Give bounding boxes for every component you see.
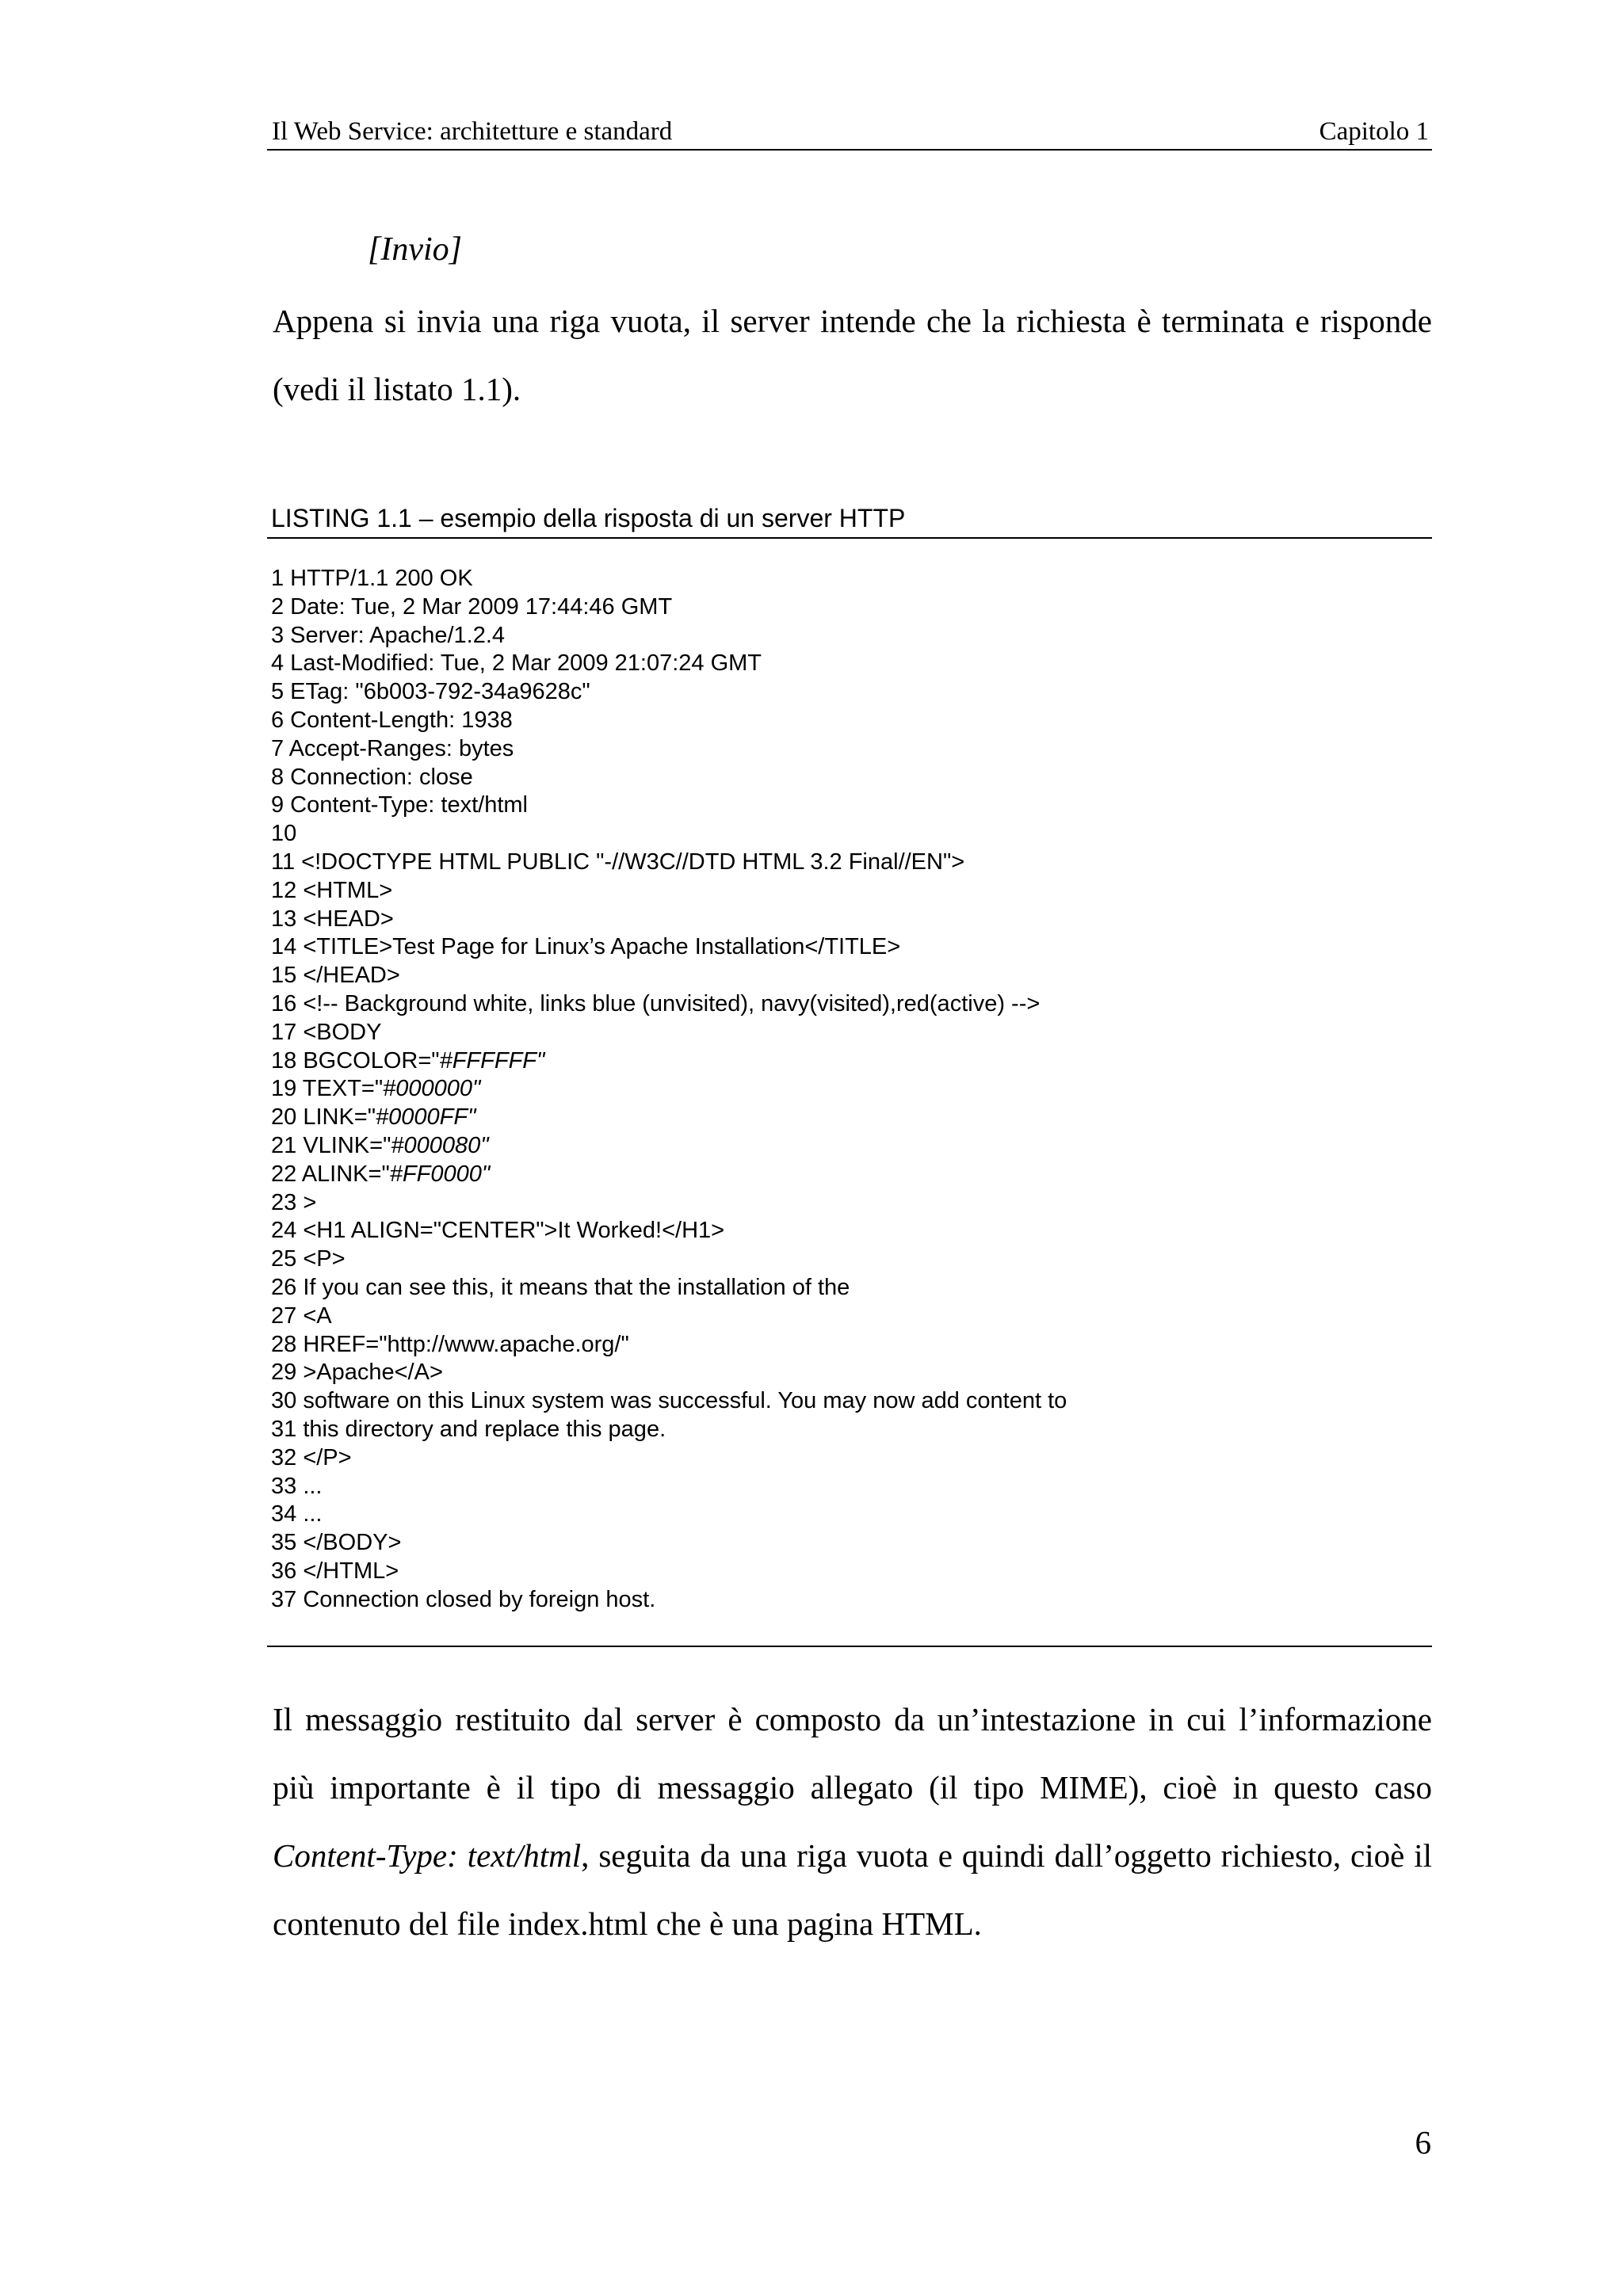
code-line-30: 30 software on this Linux system was successful. You may now add content to bbox=[271, 1388, 1067, 1414]
code-line-24: 24 <H1 ALIGN="CENTER">It Worked!</H1> bbox=[271, 1218, 725, 1244]
code-line-22 bbox=[271, 1161, 1381, 1189]
code-line-27: 27 <A bbox=[271, 1302, 332, 1329]
code-line-2: 2 Date: Tue, 2 Mar 2009 17:44:46 GMT bbox=[271, 593, 673, 620]
code-line-21 bbox=[271, 1132, 1381, 1161]
code-line-32: 32 </P> bbox=[271, 1444, 352, 1470]
listing-top-rule bbox=[267, 537, 1432, 539]
code-line-19-prefix: 19 TEXT=" bbox=[271, 1076, 384, 1102]
code-line-37: 37 Connection closed by foreign host. bbox=[271, 1586, 656, 1612]
code-line-28: 28 HREF="http://www.apache.org/" bbox=[271, 1331, 629, 1357]
code-line-36: 36 </HTML> bbox=[271, 1558, 399, 1584]
code-line-1: 1 HTTP/1.1 200 OK bbox=[271, 566, 473, 591]
outro-paragraph-line-2: più importante è il tipo di messaggio allegato (il tipo MIME), cioè in questo caso bbox=[273, 1769, 1432, 1806]
code-line-11: 11 <!DOCTYPE HTML PUBLIC "-//W3C//DTD HTML 3.2 Final//EN"> bbox=[271, 849, 965, 875]
listing-title: LISTING 1.1 – esempio della risposta di un server HTTP bbox=[271, 504, 906, 532]
code-line-12: 12 <HTML> bbox=[271, 877, 393, 903]
code-line-10: 10 bbox=[271, 821, 297, 847]
code-line-33: 33 ... bbox=[271, 1473, 323, 1499]
code-line-26: 26 If you can see this, it means that the installation of the bbox=[271, 1274, 850, 1300]
code-line-19 bbox=[271, 1075, 1381, 1104]
code-line-34: 34 ... bbox=[271, 1501, 323, 1527]
code-line-3: 3 Server: Apache/1.2.4 bbox=[271, 622, 506, 648]
code-line-21-prefix: 21 VLINK=" bbox=[271, 1132, 391, 1158]
intro-paragraph-line-1: Appena si invia una riga vuota, il server intende che la richiesta è terminata e risponde bbox=[273, 303, 1432, 339]
code-line-14: 14 <TITLE>Test Page for Linux’s Apache Installation</TITLE> bbox=[271, 934, 901, 960]
outro-paragraph-line-1: Il messaggio restituito dal server è composto da un’intestazione in cui l’informazione bbox=[273, 1701, 1432, 1737]
outro-paragraph-line-4: contenuto del file index.html che è una pagina HTML. bbox=[273, 1905, 982, 1942]
listing-bottom-rule bbox=[267, 1646, 1432, 1647]
code-line-20 bbox=[271, 1104, 1381, 1132]
code-line-17: 17 <BODY bbox=[271, 1019, 382, 1045]
intro-paragraph-line-2: (vedi il listato 1.1). bbox=[273, 371, 521, 407]
code-line-20-value: #0000FF" bbox=[376, 1104, 476, 1131]
code-line-5: 5 ETag: "6b003-792-34a9628c" bbox=[271, 679, 590, 705]
code-line-29: 29 >Apache</A> bbox=[271, 1360, 443, 1386]
code-line-13: 13 <HEAD> bbox=[271, 906, 394, 932]
header-title: Il Web Service: architetture e standard bbox=[272, 117, 673, 146]
code-line-22-value: #FF0000" bbox=[389, 1161, 491, 1187]
code-line-16: 16 <!-- Background white, links blue (unvisited), navy(visited),red(active) --> bbox=[271, 990, 1041, 1016]
code-line-8: 8 Connection: close bbox=[271, 764, 473, 790]
outro-paragraph-line-3-rest: , seguita da una riga vuota e quindi dall’oggetto richiesto, cioè il bbox=[581, 1837, 1432, 1874]
header-divider bbox=[267, 149, 1432, 151]
code-line-20-prefix: 20 LINK=" bbox=[271, 1104, 376, 1131]
outro-paragraph-line-3 bbox=[273, 1821, 1432, 1890]
intro-paragraph bbox=[273, 287, 1432, 423]
running-header bbox=[267, 114, 1432, 149]
code-line-4: 4 Last-Modified: Tue, 2 Mar 2009 21:07:24 GMT bbox=[271, 650, 762, 677]
page-number: 6 bbox=[1415, 2124, 1431, 2161]
invio-label: [Invio] bbox=[368, 231, 462, 268]
code-line-35: 35 </BODY> bbox=[271, 1530, 402, 1556]
code-line-25: 25 <P> bbox=[271, 1246, 346, 1272]
code-line-19-value: #000000" bbox=[383, 1076, 481, 1102]
code-line-18-prefix: 18 BGCOLOR=" bbox=[271, 1047, 440, 1074]
header-chapter: Capitolo 1 bbox=[1319, 117, 1429, 146]
code-line-22-prefix: 22 ALINK=" bbox=[271, 1161, 390, 1187]
code-line-15: 15 </HEAD> bbox=[271, 963, 400, 989]
code-line-31: 31 this directory and replace this page. bbox=[271, 1416, 666, 1442]
code-line-18 bbox=[271, 1047, 1381, 1076]
code-line-21-value: #000080" bbox=[391, 1132, 489, 1158]
content-type-term: Content-Type: text/html bbox=[273, 1837, 582, 1874]
outro-paragraph bbox=[273, 1685, 1432, 1958]
code-line-9: 9 Content-Type: text/html bbox=[271, 792, 528, 818]
code-line-23: 23 > bbox=[271, 1189, 317, 1215]
code-line-18-value: #FFFFFF" bbox=[439, 1047, 545, 1074]
code-line-7: 7 Accept-Ranges: bytes bbox=[271, 735, 514, 761]
code-listing bbox=[271, 565, 1381, 1614]
code-line-6: 6 Content-Length: 1938 bbox=[271, 707, 513, 733]
